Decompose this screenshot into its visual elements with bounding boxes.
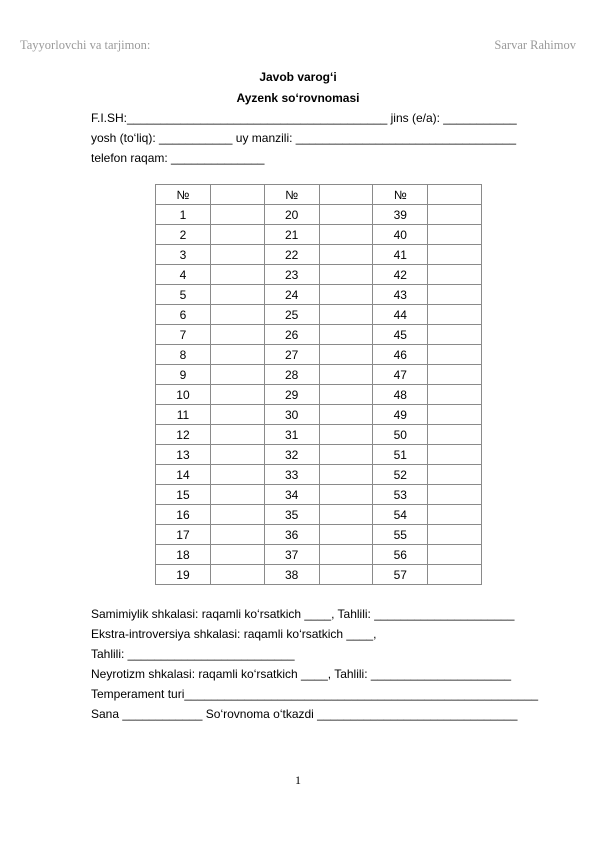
answer-cell <box>319 425 373 445</box>
answer-cell <box>210 525 264 545</box>
table-row <box>156 485 482 505</box>
question-number: 33 <box>264 465 319 485</box>
answer-cell <box>428 545 482 565</box>
answer-cell <box>319 505 373 525</box>
answer-cell <box>428 365 482 385</box>
question-number: 27 <box>264 345 319 365</box>
result-extraversion: Ekstra-introversiya shkalasi: raqamli ko‘rsatkich ____, <box>91 627 377 641</box>
answer-cell <box>210 205 264 225</box>
question-number: 1 <box>156 205 211 225</box>
question-number: 16 <box>156 505 211 525</box>
question-number: 13 <box>156 445 211 465</box>
question-number: 15 <box>156 485 211 505</box>
answer-cell <box>319 225 373 245</box>
column-header-number: № <box>373 185 428 205</box>
question-number: 53 <box>373 485 428 505</box>
table-row <box>156 525 482 545</box>
question-number: 39 <box>373 205 428 225</box>
document-subtitle: Ayzenk so‘rovnomasi <box>236 91 360 105</box>
answer-cell <box>428 185 482 205</box>
answer-cell <box>319 345 373 365</box>
table-row <box>156 565 482 585</box>
question-number: 46 <box>373 345 428 365</box>
answer-cell <box>210 305 264 325</box>
answer-cell <box>428 285 482 305</box>
question-number: 12 <box>156 425 211 445</box>
answer-table <box>155 184 482 585</box>
result-temperament: Temperament turi_____________________________________________________ <box>91 687 539 701</box>
question-number: 9 <box>156 365 211 385</box>
answer-cell <box>210 245 264 265</box>
answer-cell <box>210 465 264 485</box>
answer-cell <box>428 325 482 345</box>
question-number: 2 <box>156 225 211 245</box>
answer-cell <box>319 405 373 425</box>
question-number: 31 <box>264 425 319 445</box>
answer-cell <box>210 425 264 445</box>
question-number: 52 <box>373 465 428 485</box>
answer-cell <box>428 245 482 265</box>
column-header-number: № <box>264 185 319 205</box>
question-number: 4 <box>156 265 211 285</box>
answer-cell <box>210 265 264 285</box>
answer-cell <box>319 525 373 545</box>
answer-cell <box>210 545 264 565</box>
question-number: 41 <box>373 245 428 265</box>
table-row <box>156 545 482 565</box>
answer-cell <box>210 505 264 525</box>
answer-cell <box>319 385 373 405</box>
question-number: 6 <box>156 305 211 325</box>
answer-cell <box>319 305 373 325</box>
question-number: 24 <box>264 285 319 305</box>
answer-cell <box>210 345 264 365</box>
question-number: 51 <box>373 445 428 465</box>
question-number: 7 <box>156 325 211 345</box>
question-number: 26 <box>264 325 319 345</box>
table-header-row <box>156 185 482 205</box>
question-number: 37 <box>264 545 319 565</box>
question-number: 30 <box>264 405 319 425</box>
answer-cell <box>319 205 373 225</box>
question-number: 36 <box>264 525 319 545</box>
answer-cell <box>319 445 373 465</box>
result-sincerity: Samimiylik shkalasi: raqamli ko‘rsatkich ____, Tahlili: _____________________ <box>91 607 515 621</box>
answer-cell <box>210 385 264 405</box>
table-row <box>156 325 482 345</box>
question-number: 42 <box>373 265 428 285</box>
answer-cell <box>210 565 264 585</box>
question-number: 23 <box>264 265 319 285</box>
question-number: 17 <box>156 525 211 545</box>
answer-cell <box>319 365 373 385</box>
answer-cell <box>428 565 482 585</box>
table-row <box>156 265 482 285</box>
question-number: 22 <box>264 245 319 265</box>
field-name-gender: F.I.SH:_______________________________________ jins (e/a): ___________ <box>91 111 517 125</box>
table-row <box>156 365 482 385</box>
question-number: 40 <box>373 225 428 245</box>
question-number: 48 <box>373 385 428 405</box>
answer-cell <box>428 445 482 465</box>
answer-cell <box>319 325 373 345</box>
question-number: 54 <box>373 505 428 525</box>
question-number: 44 <box>373 305 428 325</box>
answer-cell <box>210 325 264 345</box>
question-number: 34 <box>264 485 319 505</box>
table-row <box>156 385 482 405</box>
answer-cell <box>428 305 482 325</box>
column-header-number: № <box>156 185 211 205</box>
answer-cell <box>319 185 373 205</box>
question-number: 21 <box>264 225 319 245</box>
question-number: 29 <box>264 385 319 405</box>
table-row <box>156 305 482 325</box>
answer-cell <box>210 365 264 385</box>
answer-cell <box>428 205 482 225</box>
question-number: 14 <box>156 465 211 485</box>
answer-cell <box>319 465 373 485</box>
table-row <box>156 245 482 265</box>
page-number: 1 <box>295 773 301 787</box>
answer-cell <box>210 185 264 205</box>
question-number: 8 <box>156 345 211 365</box>
question-number: 25 <box>264 305 319 325</box>
answer-cell <box>319 285 373 305</box>
table-row <box>156 405 482 425</box>
table-row <box>156 505 482 525</box>
question-number: 3 <box>156 245 211 265</box>
answer-cell <box>319 565 373 585</box>
table-row <box>156 445 482 465</box>
document-title: Javob varog‘i <box>259 70 337 84</box>
answer-cell <box>210 405 264 425</box>
answer-cell <box>428 425 482 445</box>
question-number: 20 <box>264 205 319 225</box>
answer-cell <box>210 285 264 305</box>
table-row <box>156 205 482 225</box>
question-number: 11 <box>156 405 211 425</box>
answer-cell <box>428 505 482 525</box>
table-row <box>156 465 482 485</box>
question-number: 47 <box>373 365 428 385</box>
question-number: 56 <box>373 545 428 565</box>
field-age-address: yosh (to‘liq): ___________ uy manzili: _________________________________ <box>91 131 517 145</box>
header-author-name: Sarvar Rahimov <box>494 38 576 52</box>
answer-cell <box>210 225 264 245</box>
answer-cell <box>319 245 373 265</box>
answer-cell <box>428 225 482 245</box>
question-number: 28 <box>264 365 319 385</box>
question-number: 32 <box>264 445 319 465</box>
answer-cell <box>319 545 373 565</box>
answer-cell <box>210 445 264 465</box>
answer-cell <box>428 525 482 545</box>
question-number: 45 <box>373 325 428 345</box>
question-number: 19 <box>156 565 211 585</box>
question-number: 10 <box>156 385 211 405</box>
answer-cell <box>428 265 482 285</box>
question-number: 18 <box>156 545 211 565</box>
table-row <box>156 345 482 365</box>
table-row <box>156 225 482 245</box>
answer-cell <box>428 465 482 485</box>
table-row <box>156 425 482 445</box>
question-number: 50 <box>373 425 428 445</box>
answer-cell <box>210 485 264 505</box>
page-header <box>20 38 576 54</box>
answer-cell <box>428 385 482 405</box>
result-neuroticism: Neyrotizm shkalasi: raqamli ko‘rsatkich ____, Tahlili: _____________________ <box>91 667 512 681</box>
question-number: 57 <box>373 565 428 585</box>
answer-cell <box>428 405 482 425</box>
result-extraversion-analysis: Tahlili: _________________________ <box>91 647 295 661</box>
result-date-conductor: Sana ____________ So‘rovnoma o‘tkazdi ______________________________ <box>91 707 518 721</box>
answer-cell <box>428 345 482 365</box>
header-author-label: Tayyorlovchi va tarjimon: <box>20 38 151 52</box>
question-number: 49 <box>373 405 428 425</box>
question-number: 43 <box>373 285 428 305</box>
field-phone: telefon raqam: ______________ <box>91 151 265 165</box>
answer-cell <box>319 265 373 285</box>
question-number: 55 <box>373 525 428 545</box>
answer-cell <box>319 485 373 505</box>
question-number: 5 <box>156 285 211 305</box>
question-number: 35 <box>264 505 319 525</box>
table-row <box>156 285 482 305</box>
answer-cell <box>428 485 482 505</box>
question-number: 38 <box>264 565 319 585</box>
